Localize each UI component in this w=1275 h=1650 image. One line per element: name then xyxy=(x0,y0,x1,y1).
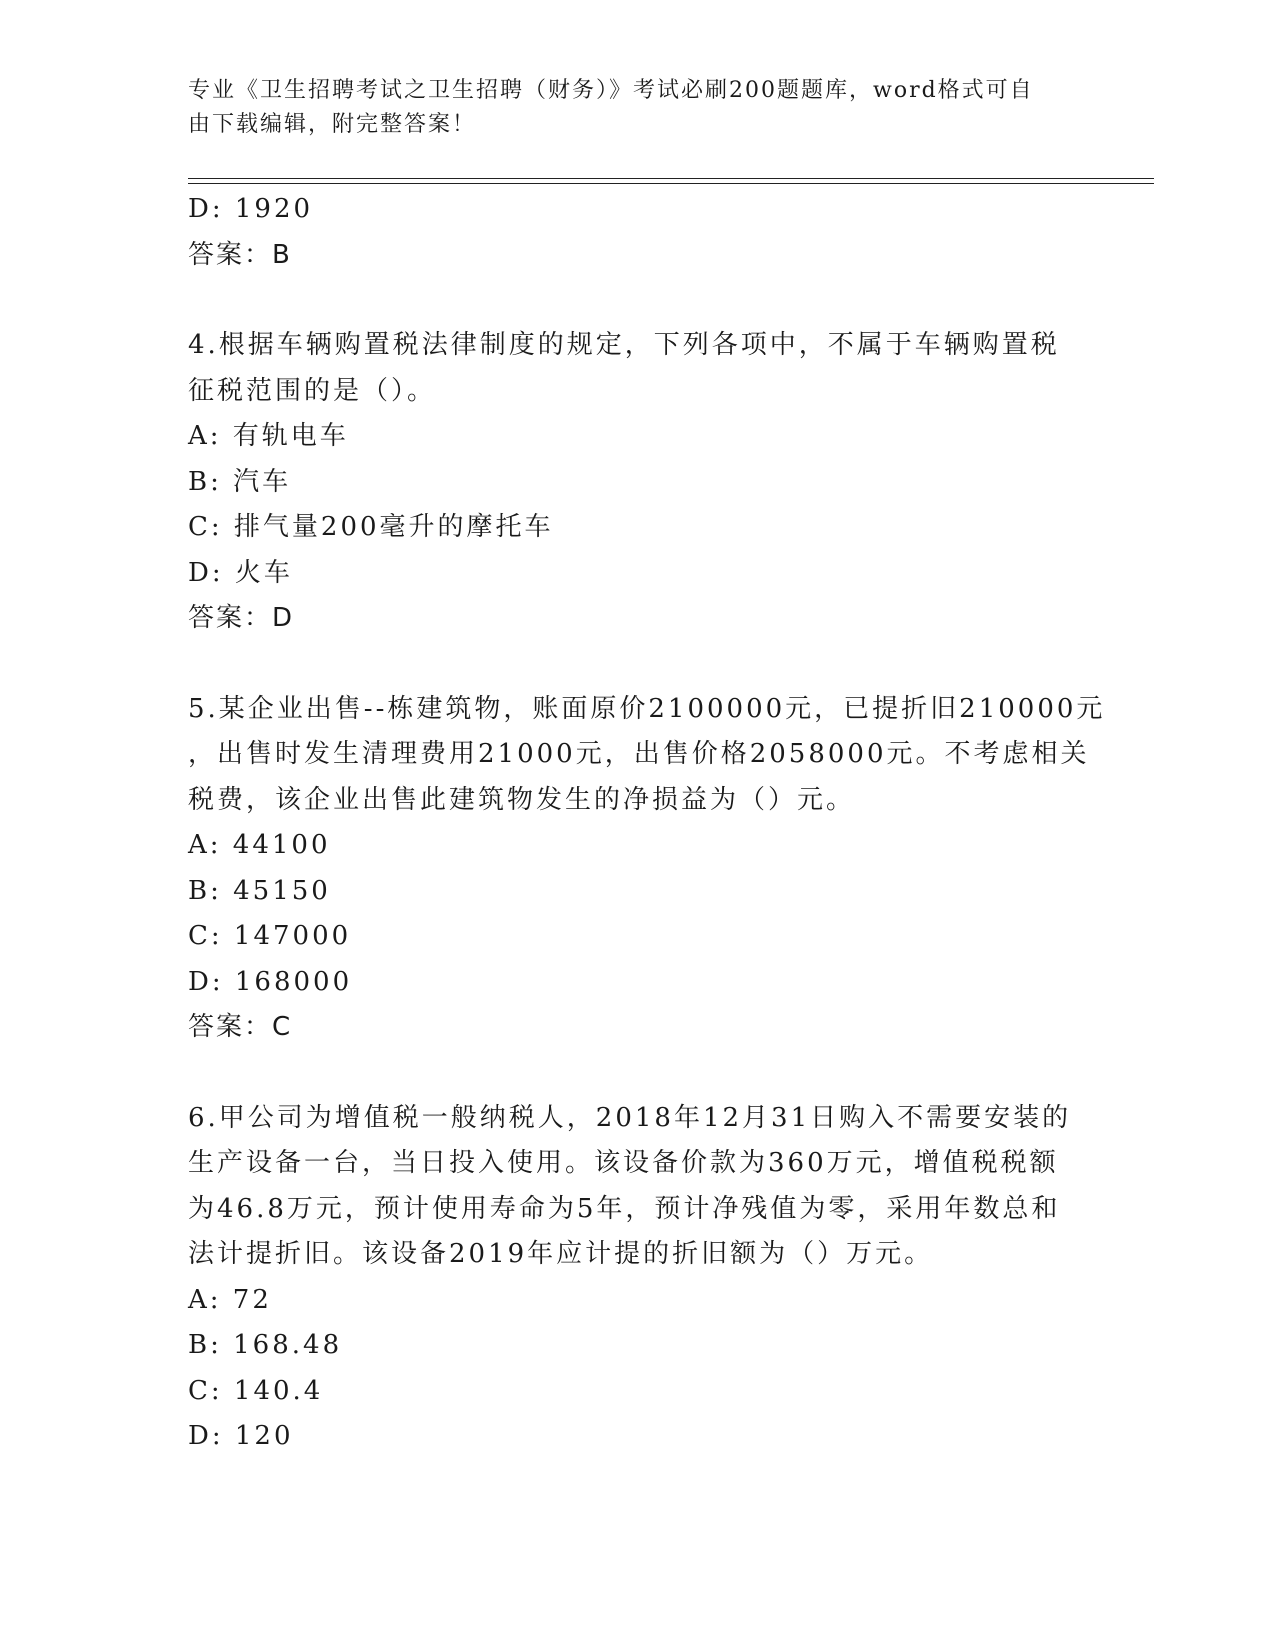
question-stem-line: 5.某企业出售--栋建筑物，账面原价2100000元，已提折旧210000元 xyxy=(188,693,1106,724)
question-4 xyxy=(188,323,1088,642)
question-stem-line: 6.甲公司为增值税一般纳税人，2018年12月31日购入不需要安装的 xyxy=(188,1102,1072,1133)
answer-line: 答案：B xyxy=(188,239,292,270)
question-stem xyxy=(188,687,1106,824)
option-c: C: 147000 xyxy=(188,921,352,951)
option-d: D: 120 xyxy=(188,1421,294,1451)
document-header xyxy=(188,74,1068,142)
option-d: D: 168000 xyxy=(188,966,353,997)
option-d: D: 1920 xyxy=(188,194,314,224)
option-a: A: 44100 xyxy=(188,830,331,860)
question-6 xyxy=(188,1096,1088,1460)
option-b: B: 45150 xyxy=(188,875,331,906)
question-stem xyxy=(188,1096,1088,1278)
option-b: B: 汽车 xyxy=(188,466,292,497)
answer-line: 答案：C xyxy=(188,1012,293,1042)
question-stem-line: 法计提折旧。该设备2019年应计提的折旧额为（）万元。 xyxy=(188,1239,934,1269)
question-stem-line: ，出售时发生清理费用21000元，出售价格2058000元。不考虑相关 xyxy=(188,739,1090,769)
question-stem-line: 税费，该企业出售此建筑物发生的净损益为（）元。 xyxy=(188,784,856,815)
option-b: B: 168.48 xyxy=(188,1330,343,1360)
option-c: C: 排气量200毫升的摩托车 xyxy=(188,512,554,542)
option-a: A: 有轨电车 xyxy=(188,421,349,451)
question-stem-line: 生产设备一台，当日投入使用。该设备价款为360万元，增值税税额 xyxy=(188,1148,1059,1178)
question-stem xyxy=(188,323,1088,414)
question-list xyxy=(188,187,1106,1460)
header-divider-top xyxy=(188,178,1154,179)
question-3 xyxy=(188,187,1088,278)
option-c: C: 140.4 xyxy=(188,1375,324,1406)
option-a: A: 72 xyxy=(188,1284,272,1315)
question-5 xyxy=(188,687,1106,1051)
question-stem-line: 为46.8万元，预计使用寿命为5年，预计净残值为零，采用年数总和 xyxy=(188,1193,1061,1224)
header-line-1: 专业《卫生招聘考试之卫生招聘（财务）》考试必刷200题题库，word格式可自 xyxy=(188,78,1034,103)
header-divider-bottom xyxy=(188,183,1154,184)
question-stem-line: 征税范围的是（）。 xyxy=(188,375,437,406)
question-gap xyxy=(188,278,1088,323)
question-stem-line: 4.根据车辆购置税法律制度的规定，下列各项中，不属于车辆购置税 xyxy=(188,330,1060,360)
option-d: D: 火车 xyxy=(188,557,293,588)
answer-line: 答案：D xyxy=(188,603,295,633)
question-gap xyxy=(188,642,1088,687)
question-gap xyxy=(188,1051,1088,1096)
header-line-2: 由下载编辑，附完整答案！ xyxy=(188,112,477,137)
